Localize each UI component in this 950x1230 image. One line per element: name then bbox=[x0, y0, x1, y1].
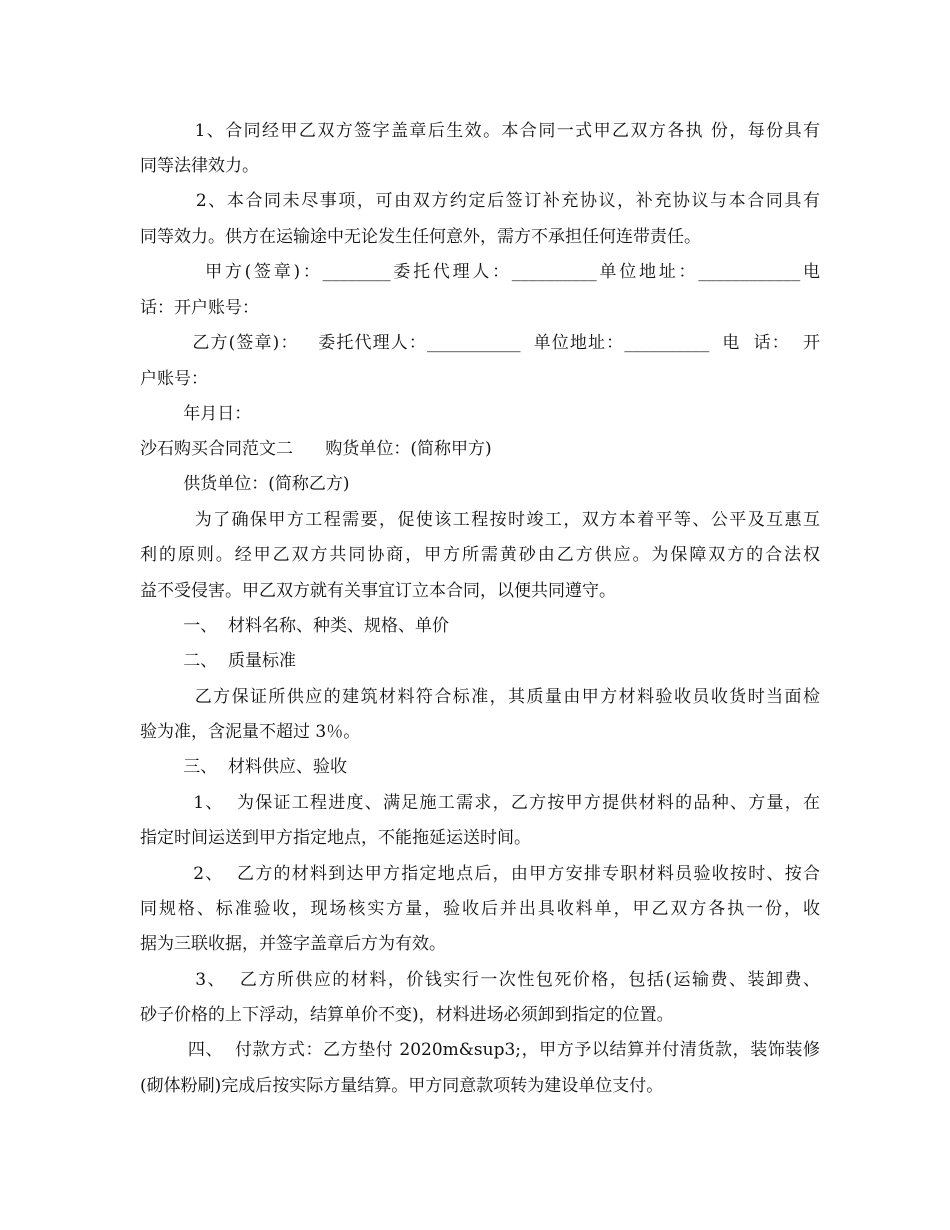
heading-line: 二、 质量标准 bbox=[140, 651, 297, 671]
text-line: 3、 乙方所供应的材料，价钱实行一次性包死价格，包括(运输费、装卸费、 bbox=[140, 970, 820, 990]
text-line: 乙方保证所供应的建筑材料符合标准，其质量由甲方材料验收员收货时当面检 bbox=[140, 687, 820, 707]
text-line: 指定时间运送到甲方指定地点，不能拖延运送时间。 bbox=[140, 828, 531, 848]
text-line: 1、合同经甲乙双方签字盖章后生效。本合同一式甲乙双方各执 份，每份具有 bbox=[140, 121, 820, 141]
text-line: 同等法律效力。 bbox=[140, 156, 259, 176]
text-line: 供货单位：(简称乙方) bbox=[140, 474, 350, 494]
heading-line: 三、 材料供应、验收 bbox=[140, 757, 348, 777]
text-line: 2、本合同未尽事项，可由双方约定后签订补充协议，补充协议与本合同具有 bbox=[140, 191, 820, 211]
text-line: 益不受侵害。甲乙双方就有关事宜订立本合同，以便共同遵守。 bbox=[140, 581, 616, 601]
section-title: 沙石购买合同范文二 购货单位：(简称甲方) bbox=[140, 439, 492, 459]
text-line: 砂子价格的上下浮动，结算单价不变)，材料进场必须卸到指定的位置。 bbox=[140, 1005, 674, 1025]
text-line: 同等效力。供方在运输途中无论发生任何意外，需方不承担任何连带责任。 bbox=[140, 227, 701, 247]
text-line: 同规格、标准验收，现场核实方量，验收后并出具收料单，甲乙双方各执一份，收 bbox=[140, 899, 820, 919]
text-line: 四、 付款方式：乙方垫付 2020m&sup3;，甲方予以结算并付清货款，装饰装修 bbox=[140, 1040, 820, 1060]
text-line: (砌体粉刷)完成后按实际方量结算。甲方同意款项转为建设单位支付。 bbox=[140, 1076, 664, 1096]
date-line: 年月日： bbox=[140, 404, 252, 424]
text-line: 为了确保甲方工程需要，促使该工程按时竣工，双方本着平等、公平及互惠互 bbox=[140, 510, 820, 530]
text-line: 利的原则。经甲乙双方共同协商，甲方所需黄砂由乙方供应。为保障双方的合法权 bbox=[140, 545, 820, 565]
text-line: 1、 为保证工程进度、满足施工需求，乙方按甲方提供材料的品种、方量，在 bbox=[140, 793, 820, 813]
heading-line: 一、 材料名称、种类、规格、单价 bbox=[140, 616, 450, 636]
text-line: 据为三联收据，并签字盖章后方为有效。 bbox=[140, 934, 446, 954]
text-line: 话：开户账号： bbox=[140, 298, 259, 318]
text-line: 户账号： bbox=[140, 369, 208, 389]
signature-line-party-b: 乙方(签章)： 委托代理人：___________ 单位地址：__________ 电 话： 开 bbox=[140, 333, 820, 353]
text-line: 验为准，含泥量不超过 3％。 bbox=[140, 722, 361, 742]
signature-line-party-a: 甲方(签章)：________委托代理人：__________单位地址：____________电 bbox=[140, 262, 820, 282]
text-line: 2、 乙方的材料到达甲方指定地点后，由甲方安排专职材料员验收按时、按合 bbox=[140, 864, 820, 884]
